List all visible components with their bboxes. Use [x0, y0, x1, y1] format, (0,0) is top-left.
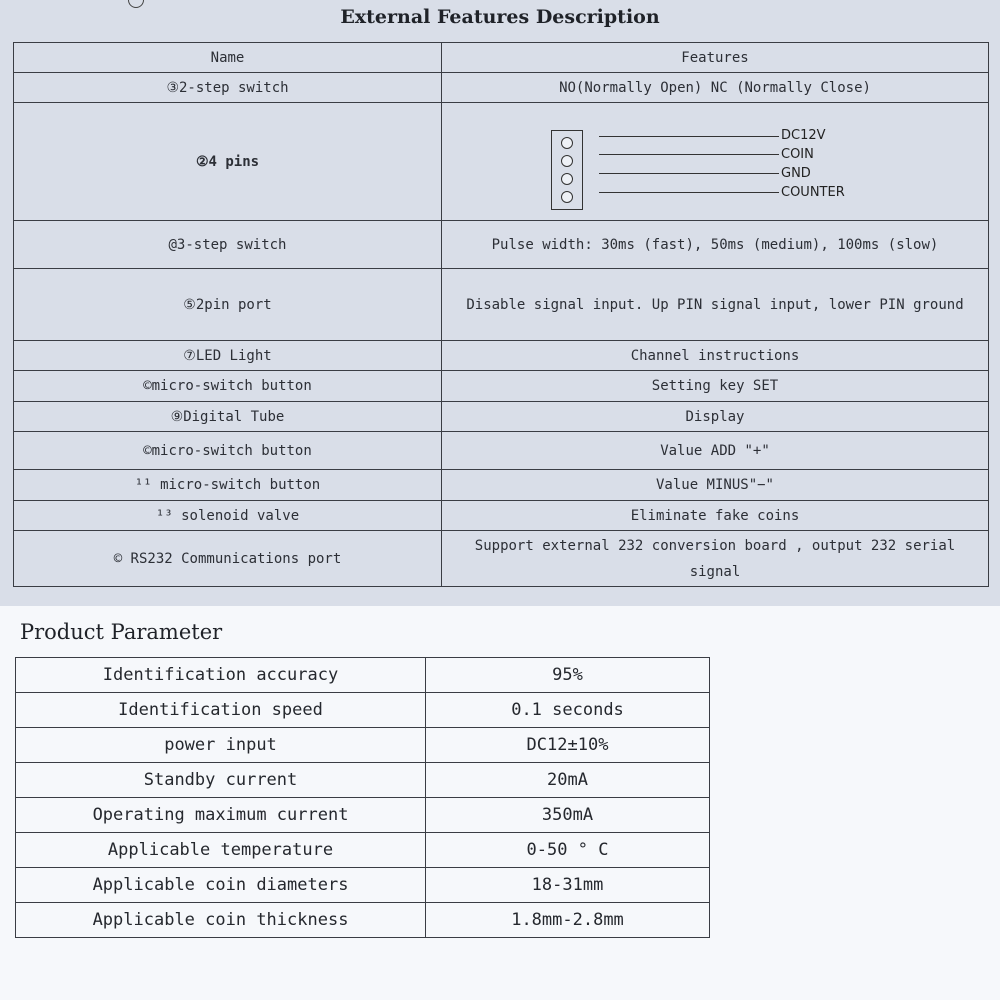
feature-description: Value MINUS"−" — [442, 470, 989, 501]
parameter-name: Identification accuracy — [16, 658, 426, 693]
pin-diagram-cell — [442, 103, 989, 221]
table-header-row — [14, 43, 989, 73]
header-features: Features — [442, 43, 989, 73]
table-row — [16, 798, 710, 833]
parameter-value: 18-31mm — [426, 868, 710, 903]
feature-name: ⑨Digital Tube — [14, 402, 442, 432]
feature-name: ⑦LED Light — [14, 341, 442, 371]
table-row — [14, 371, 989, 402]
feature-name: ©micro-switch button — [14, 432, 442, 470]
pin-hole-icon — [561, 137, 573, 149]
pin-lead-line — [599, 192, 779, 193]
pin-lead-line — [599, 154, 779, 155]
feature-name: @3-step switch — [14, 221, 442, 269]
table-row — [16, 658, 710, 693]
pin-label: COIN — [781, 146, 814, 162]
parameter-name: Applicable coin diameters — [16, 868, 426, 903]
pin-label: DC12V — [781, 127, 826, 143]
pin-hole-icon — [561, 191, 573, 203]
parameter-name: Operating maximum current — [16, 798, 426, 833]
parameter-value: 350mA — [426, 798, 710, 833]
feature-description: Support external 232 conversion board , output 232 serial signal — [442, 531, 989, 587]
table-row — [14, 73, 989, 103]
feature-name: © RS232 Communications port — [14, 531, 442, 587]
table-row — [16, 903, 710, 938]
feature-name: ¹³ solenoid valve — [14, 501, 442, 531]
pin-lead-line — [599, 173, 779, 174]
circled-number-mark — [128, 0, 144, 8]
feature-description: Display — [442, 402, 989, 432]
table-row — [14, 269, 989, 341]
parameter-name: Applicable coin thickness — [16, 903, 426, 938]
feature-description: Eliminate fake coins — [442, 501, 989, 531]
external-features-table — [13, 42, 989, 587]
table-row — [14, 531, 989, 587]
parameter-name: power input — [16, 728, 426, 763]
feature-description: NO(Normally Open) NC (Normally Close) — [442, 73, 989, 103]
feature-description: Disable signal input. Up PIN signal input, lower PIN ground — [442, 269, 989, 341]
table-row — [14, 221, 989, 269]
product-parameter-title: Product Parameter — [20, 620, 223, 644]
parameter-value: 95% — [426, 658, 710, 693]
external-features-title: External Features Description — [340, 6, 660, 28]
feature-description: Setting key SET — [442, 371, 989, 402]
table-row — [16, 868, 710, 903]
table-row — [14, 432, 989, 470]
pin-label: COUNTER — [781, 184, 845, 200]
feature-name: ¹¹ micro-switch button — [14, 470, 442, 501]
table-row — [14, 103, 989, 221]
table-row — [14, 402, 989, 432]
feature-description: Pulse width: 30ms (fast), 50ms (medium), 100ms (slow) — [442, 221, 989, 269]
pin-lead-line — [599, 136, 779, 137]
pin-hole-icon — [561, 155, 573, 167]
feature-name: ⑤2pin port — [14, 269, 442, 341]
parameter-name: Standby current — [16, 763, 426, 798]
feature-name: ③2-step switch — [14, 73, 442, 103]
table-row — [16, 763, 710, 798]
product-parameter-table — [15, 657, 710, 938]
parameter-value: 1.8mm-2.8mm — [426, 903, 710, 938]
pin-hole-icon — [561, 173, 573, 185]
header-name: Name — [14, 43, 442, 73]
table-row — [14, 341, 989, 371]
pin-connector — [551, 130, 583, 210]
table-row — [14, 501, 989, 531]
parameter-value: DC12±10% — [426, 728, 710, 763]
feature-description: Value ADD "+" — [442, 432, 989, 470]
table-row — [14, 470, 989, 501]
table-row — [16, 728, 710, 763]
table-row — [16, 693, 710, 728]
table-row — [16, 833, 710, 868]
pin-label: GND — [781, 165, 811, 181]
pin-diagram — [545, 116, 885, 208]
parameter-name: Identification speed — [16, 693, 426, 728]
feature-description: Channel instructions — [442, 341, 989, 371]
feature-name: ②4 pins — [14, 103, 442, 221]
parameter-value: 0.1 seconds — [426, 693, 710, 728]
parameter-name: Applicable temperature — [16, 833, 426, 868]
parameter-value: 0-50 ° C — [426, 833, 710, 868]
feature-name: ©micro-switch button — [14, 371, 442, 402]
parameter-value: 20mA — [426, 763, 710, 798]
